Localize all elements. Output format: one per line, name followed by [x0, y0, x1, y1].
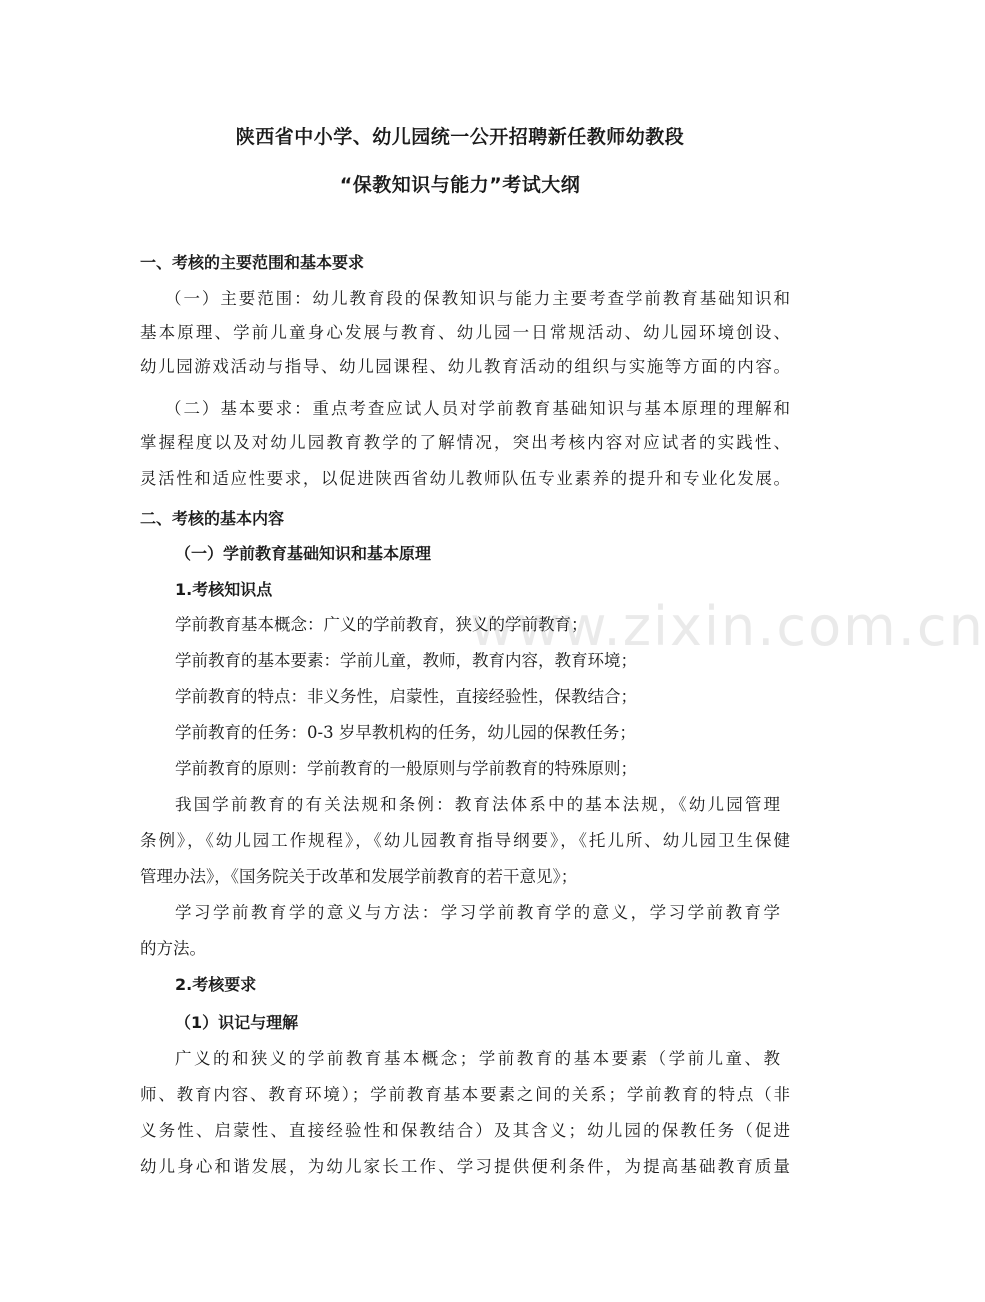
paragraph-line: （一）主要范围：幼儿教育段的保教知识与能力主要考查学前教育基础知识和	[165, 289, 790, 308]
paragraph-line: 学前教育基本概念：广义的学前教育，狭义的学前教育；	[175, 615, 588, 634]
section-heading-2: 二、考核的基本内容	[140, 509, 285, 528]
paragraph-line: （二）基本要求：重点考查应试人员对学前教育基础知识与基本原理的理解和	[165, 399, 790, 418]
paragraph-line: 学前教育的基本要素：学前儿童，教师，教育内容，教育环境；	[175, 651, 637, 670]
subsection-heading: （一）学前教育基础知识和基本原理	[175, 544, 432, 563]
paragraph-line: 幼儿身心和谐发展，为幼儿家长工作、学习提供便利条件，为提高基础教育质量	[140, 1157, 790, 1176]
paragraph-line: 条例》，《幼儿园工作规程》，《幼儿园教育指导纲要》，《托儿所、幼儿园卫生保健	[140, 831, 790, 850]
item-heading: 2.考核要求	[175, 975, 257, 994]
paragraph-line: 的方法。	[140, 939, 206, 958]
document-title-line1: 陕西省中小学、幼儿园统一公开招聘新任教师幼教段	[235, 126, 685, 148]
paragraph-line: 义务性、启蒙性、直接经验性和保教结合）及其含义；幼儿园的保教任务（促进	[140, 1121, 790, 1140]
item-subheading: （1）识记与理解	[175, 1013, 299, 1032]
paragraph-line: 管理办法》，《国务院关于改革和发展学前教育的若干意见》；	[140, 867, 578, 886]
paragraph-line: 师、教育内容、教育环境）；学前教育基本要素之间的关系；学前教育的特点（非	[140, 1085, 790, 1104]
paragraph-line: 学习学前教育学的意义与方法：学习学前教育学的意义，学习学前教育学	[175, 903, 780, 922]
document-title-line2: “保教知识与能力”考试大纲	[339, 174, 581, 196]
paragraph-line: 广义的和狭义的学前教育基本概念；学前教育的基本要素（学前儿童、教	[175, 1049, 780, 1068]
paragraph-line: 学前教育的特点：非义务性，启蒙性，直接经验性，保教结合；	[175, 687, 637, 706]
paragraph-line: 我国学前教育的有关法规和条例：教育法体系中的基本法规，《幼儿园管理	[175, 795, 780, 814]
item-heading: 1.考核知识点	[175, 580, 273, 599]
paragraph-line: 学前教育的任务：0-3 岁早教机构的任务，幼儿园的保教任务；	[175, 723, 636, 742]
watermark: www.zixin.com.cn	[470, 595, 985, 658]
paragraph-line: 学前教育的原则：学前教育的一般原则与学前教育的特殊原则；	[175, 759, 637, 778]
paragraph-line: 灵活性和适应性要求，以促进陕西省幼儿教师队伍专业素养的提升和专业化发展。	[140, 469, 790, 488]
paragraph-line: 基本原理、学前儿童身心发展与教育、幼儿园一日常规活动、幼儿园环境创设、	[140, 323, 790, 342]
paragraph-line: 掌握程度以及对幼儿园教育教学的了解情况，突出考核内容对应试者的实践性、	[140, 433, 790, 452]
paragraph-line: 幼儿园游戏活动与指导、幼儿园课程、幼儿教育活动的组织与实施等方面的内容。	[140, 357, 790, 376]
section-heading-1: 一、考核的主要范围和基本要求	[140, 253, 365, 272]
